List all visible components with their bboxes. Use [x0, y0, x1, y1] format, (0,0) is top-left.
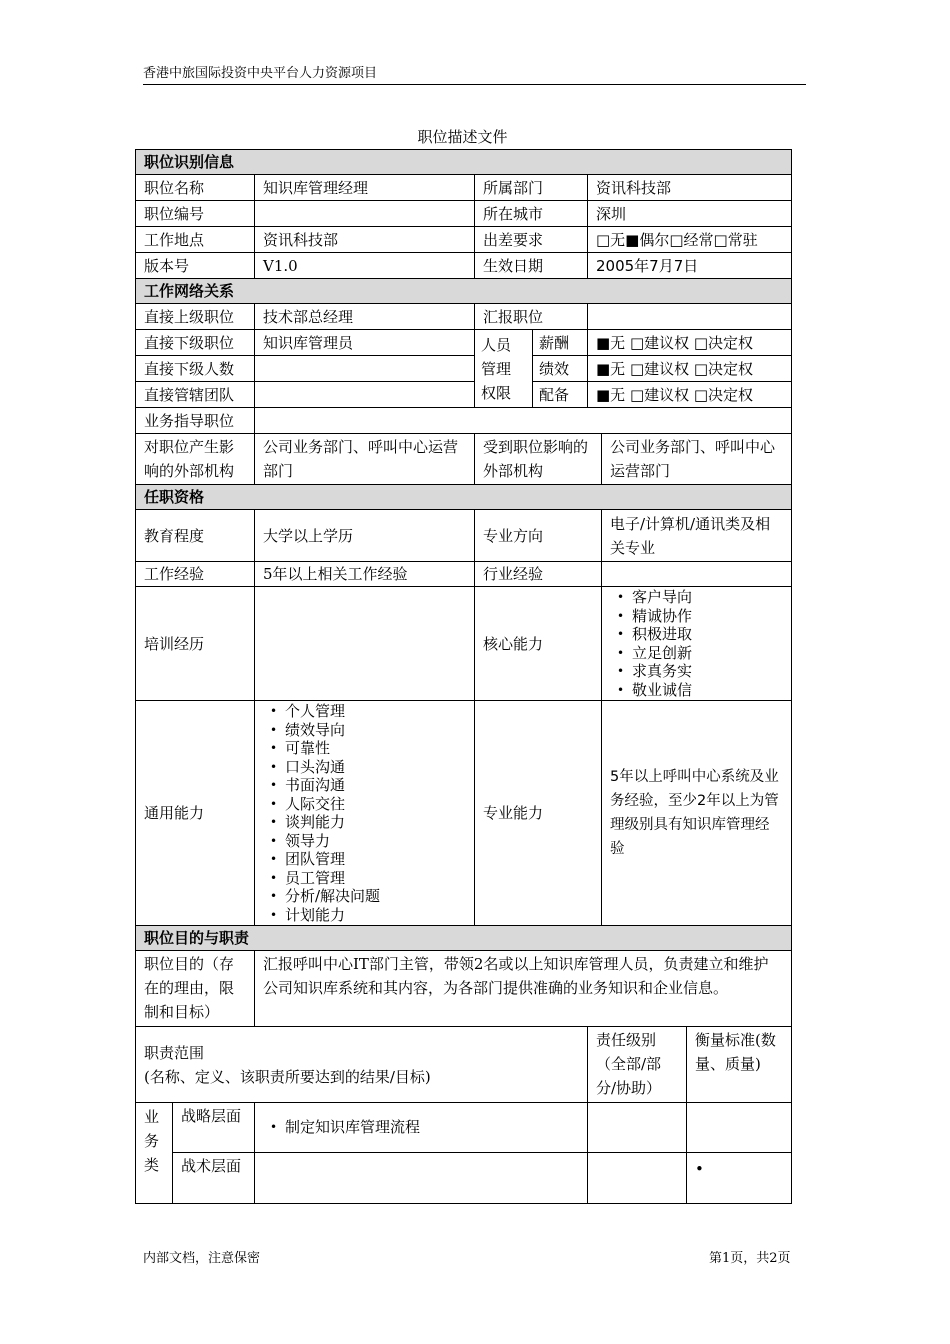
value-effective-date: 2005年7月7日	[588, 253, 792, 279]
value-job-code	[255, 201, 475, 227]
section-qualification: 任职资格	[136, 485, 792, 510]
label-work-location: 工作地点	[136, 227, 255, 253]
label-responsibility-scope	[136, 1027, 588, 1103]
general-competency-item: • 个人管理	[285, 702, 470, 721]
label-job-name: 职位名称	[136, 175, 255, 201]
hr-authority-line-2: 管理	[481, 359, 512, 378]
general-competency-item: • 可靠性	[285, 739, 470, 758]
value-industry-experience	[602, 562, 792, 587]
strategic-item: • 制定知识库管理流程	[285, 1118, 583, 1137]
label-professional-competency: 专业能力	[475, 701, 602, 926]
general-competency-item: • 人际交往	[285, 795, 470, 814]
label-team: 直接管辖团队	[136, 382, 255, 408]
document-title: 职位描述文件	[417, 128, 508, 146]
core-competency-item: • 求真务实	[632, 662, 787, 681]
label-department: 所属部门	[475, 175, 588, 201]
value-core-competency	[602, 587, 792, 701]
value-job-purpose: 汇报呼叫中心IT部门主管，带领2名或以上知识库管理人员，负责建立和维护公司知识库系统和其内容，为各部门提供准确的业务知识和企业信息。	[255, 951, 792, 1027]
core-competency-item: • 精诚协作	[632, 607, 787, 626]
responsibility-scope-title: 职责范围	[144, 1043, 205, 1062]
label-hr-authority	[475, 330, 533, 408]
label-responsibility-level: 责任级别（全部/部分/协助）	[588, 1027, 687, 1103]
label-business-category: 业务类	[136, 1103, 173, 1204]
label-staffing: 配备	[533, 382, 588, 408]
general-competency-item: • 计划能力	[285, 906, 470, 925]
general-competency-item: • 口头沟通	[285, 758, 470, 777]
header-divider	[143, 84, 806, 85]
label-major: 专业方向	[475, 510, 602, 562]
value-influenced-orgs: 公司业务部门、呼叫中心运营部门	[602, 434, 792, 485]
value-tactical-items	[255, 1153, 588, 1204]
label-measurement: 衡量标准(数量、质量)	[687, 1027, 792, 1103]
value-professional-competency: 5年以上呼叫中心系统及业务经验，至少2年以上为管理级别具有知识库管理经验	[602, 701, 792, 926]
value-salary: ■无 □建议权 □决定权	[588, 330, 792, 356]
value-strategic-level	[588, 1103, 687, 1153]
label-influenced-orgs: 受到职位影响的外部机构	[475, 434, 602, 485]
core-competency-list	[606, 588, 787, 699]
job-description-table	[135, 149, 792, 1204]
label-general-competency: 通用能力	[136, 701, 255, 926]
label-salary: 薪酬	[533, 330, 588, 356]
label-tactical-level: 战术层面	[173, 1153, 255, 1204]
value-strategic-measure	[687, 1103, 792, 1153]
section-identity: 职位识别信息	[136, 150, 792, 175]
label-work-experience: 工作经验	[136, 562, 255, 587]
label-version: 版本号	[136, 253, 255, 279]
core-competency-item: • 立足创新	[632, 644, 787, 663]
label-industry-experience: 行业经验	[475, 562, 602, 587]
strategic-items-list	[259, 1118, 583, 1137]
footer-confidential: 内部文档，注意保密	[143, 1251, 261, 1266]
value-job-name: 知识库管理经理	[255, 175, 475, 201]
label-strategic-level: 战略层面	[173, 1103, 255, 1153]
value-education: 大学以上学历	[255, 510, 475, 562]
value-business-guidance	[255, 408, 792, 434]
core-competency-item: • 敬业诚信	[632, 681, 787, 700]
label-education: 教育程度	[136, 510, 255, 562]
general-competency-item: • 书面沟通	[285, 776, 470, 795]
value-subordinate-count	[255, 356, 475, 382]
general-competency-item: • 员工管理	[285, 869, 470, 888]
general-competency-item: • 团队管理	[285, 850, 470, 869]
label-subordinate: 直接下级职位	[136, 330, 255, 356]
label-core-competency: 核心能力	[475, 587, 602, 701]
value-report-position	[588, 304, 792, 330]
header-project-name: 香港中旅国际投资中央平台人力资源项目	[143, 66, 378, 81]
general-competency-item: • 分析/解决问题	[285, 887, 470, 906]
label-influencing-orgs: 对职位产生影响的外部机构	[136, 434, 255, 485]
value-team	[255, 382, 475, 408]
label-job-purpose: 职位目的（存在的理由，限制和目标）	[136, 951, 255, 1027]
value-work-location: 资讯科技部	[255, 227, 475, 253]
label-subordinate-count: 直接下级人数	[136, 356, 255, 382]
value-work-experience: 5年以上相关工作经验	[255, 562, 475, 587]
value-influencing-orgs: 公司业务部门、呼叫中心运营部门	[255, 434, 475, 485]
value-major: 电子/计算机/通讯类及相关专业	[602, 510, 792, 562]
label-superior: 直接上级职位	[136, 304, 255, 330]
label-training: 培训经历	[136, 587, 255, 701]
value-training	[255, 587, 475, 701]
label-performance: 绩效	[533, 356, 588, 382]
value-tactical-level	[588, 1153, 687, 1204]
general-competency-item: • 绩效导向	[285, 721, 470, 740]
footer-page-number: 第1页，共2页	[709, 1251, 791, 1266]
label-city: 所在城市	[475, 201, 588, 227]
label-report-position: 汇报职位	[475, 304, 588, 330]
hr-authority-line-3: 权限	[481, 383, 512, 402]
value-travel: □无■偶尔□经常□常驻	[588, 227, 792, 253]
section-network: 工作网络关系	[136, 279, 792, 304]
label-travel: 出差要求	[475, 227, 588, 253]
value-staffing: ■无 □建议权 □决定权	[588, 382, 792, 408]
hr-authority-line-1: 人员	[481, 335, 512, 354]
section-purpose: 职位目的与职责	[136, 926, 792, 951]
core-competency-item: • 积极进取	[632, 625, 787, 644]
value-general-competency	[255, 701, 475, 926]
core-competency-item: • 客户导向	[632, 588, 787, 607]
general-competency-item: • 谈判能力	[285, 813, 470, 832]
general-competency-list	[259, 702, 470, 924]
value-subordinate: 知识库管理员	[255, 330, 475, 356]
label-job-code: 职位编号	[136, 201, 255, 227]
responsibility-scope-desc: (名称、定义、该职责所要达到的结果/目标)	[144, 1067, 431, 1086]
value-tactical-measure: •	[687, 1153, 792, 1204]
label-effective-date: 生效日期	[475, 253, 588, 279]
value-version: V1.0	[255, 253, 475, 279]
value-performance: ■无 □建议权 □决定权	[588, 356, 792, 382]
value-department: 资讯科技部	[588, 175, 792, 201]
value-strategic-items	[255, 1103, 588, 1153]
general-competency-item: • 领导力	[285, 832, 470, 851]
value-city: 深圳	[588, 201, 792, 227]
label-business-guidance: 业务指导职位	[136, 408, 255, 434]
value-superior: 技术部总经理	[255, 304, 475, 330]
